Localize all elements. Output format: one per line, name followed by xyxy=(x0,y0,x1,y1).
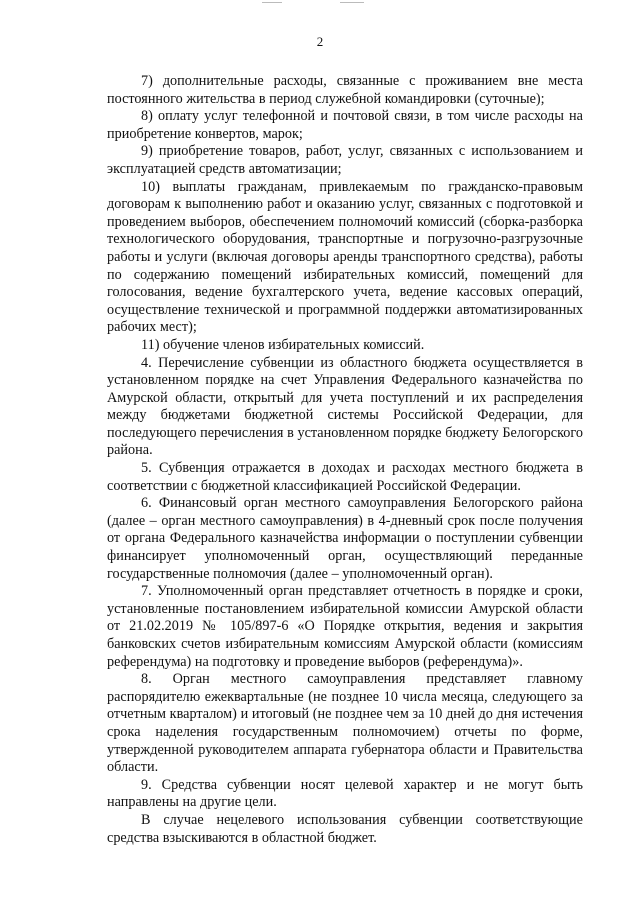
paragraph-item-9: 9) приобретение товаров, работ, услуг, связанных с использованием и эксплуатацией средств автоматизации; xyxy=(107,143,583,177)
page-number: 2 xyxy=(316,34,324,49)
paragraph-item-11: 11) обучение членов избирательных комиссий. xyxy=(141,336,425,353)
paragraph-clause-5: 5. Субвенция отражается в доходах и расходах местного бюджета в соответствии с бюджетной классификацией Российской Федерации. xyxy=(107,460,583,494)
document-body xyxy=(107,73,583,847)
paragraph-clause-7: 7. Уполномоченный орган представляет отчетность в порядке и сроки, установленные постановлением избирательной комиссии Амурской области от 21.02.2019 № 105/897-6 «О Порядке открытия, ведения и закрытия банковских счетов избирательным комиссиям Амурской области (комиссиям референдума) на подготовку и проведение выборов (референдума)». xyxy=(107,583,583,670)
paragraph-clause-8: 8. Орган местного самоуправления представляет главному распорядителю ежеквартальные (не позднее 10 числа месяца, следующего за отчетным кварталом) и итоговый (не позднее чем за 10 дней до дня истечения срока наделения государственным полномочием) отчеты по форме, утвержденной руководителем аппарата губернатора области и Правительства области. xyxy=(107,671,583,776)
paragraph-item-8: 8) оплату услуг телефонной и почтовой связи, в том числе расходы на приобретение конвертов, марок; xyxy=(107,108,583,142)
paragraph-misuse: В случае нецелевого использования субвенции соответствующие средства взыскиваются в областной бюджет. xyxy=(107,811,583,846)
paragraph-item-7: 7) дополнительные расходы, связанные с проживанием вне места постоянного жительства в период служебной командировки (суточные); xyxy=(107,73,583,107)
paragraph-clause-6: 6. Финансовый орган местного самоуправления Белогорского района (далее – орган местного самоуправления) в 4-дневный срок после получения от органа Федерального казначейства информации о поступлении субвенции финансирует уполномоченный орган, осуществляющий переданные государственные полномочия (далее – уполномоченный орган). xyxy=(107,495,583,582)
scan-artifact xyxy=(262,2,282,3)
paragraph-clause-4: 4. Перечисление субвенции из областного бюджета осуществляется в установленном порядке на счет Управления Федерального казначейства по Амурской области, открытый для учета поступлений и их распределения между бюджетами бюджетной системы Российской Федерации, для последующего перечисления в установленном порядке бюджету Белогорского района. xyxy=(107,354,583,459)
paragraph-item-10: 10) выплаты гражданам, привлекаемым по гражданско-правовым договорам к выполнению работ и оказанию услуг, связанных с подготовкой и проведением выборов, обеспечением полномочий комиссий (сборка-разборка технологического оборудования, транспортные и погрузочно-разгрузочные работы и услуги (включая договоры аренды транспортного средства), работы по содержанию помещений избирательных комиссий, помещений для голосования, ведение бухгалтерского учета, ведение кассовых операций, осуществление технической и программной поддержки автоматизированных рабочих мест); xyxy=(107,178,583,336)
paragraph-clause-9: 9. Средства субвенции носят целевой характер и не могут быть направлены на другие цели. xyxy=(107,776,583,811)
scan-artifact xyxy=(340,2,364,3)
